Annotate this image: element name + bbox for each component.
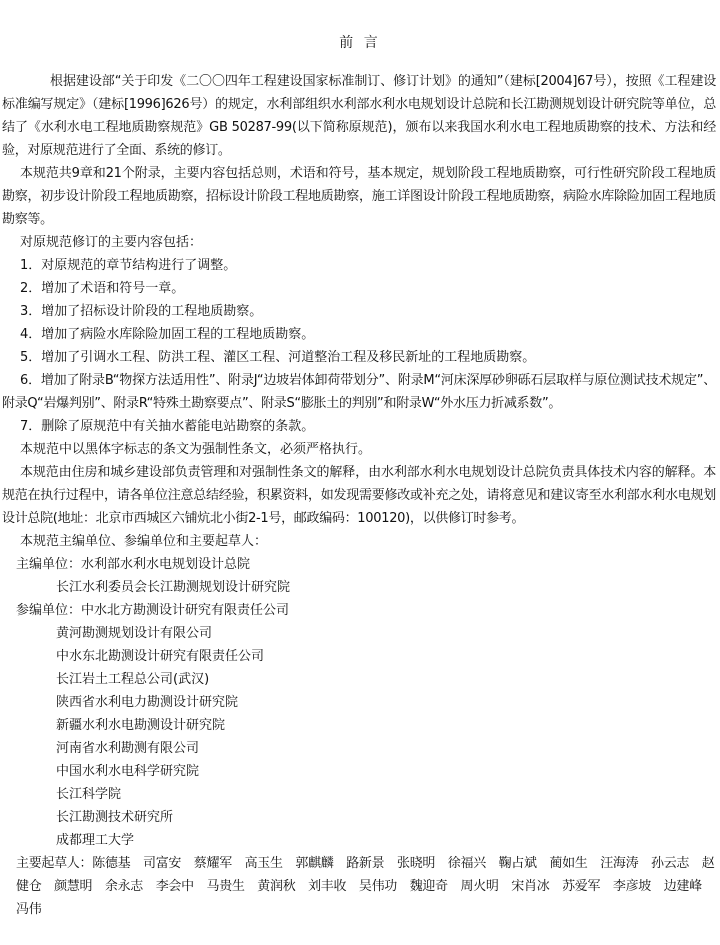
participant-unit: 成都理工大学 [56, 833, 135, 848]
revision-item: 7．删除了原规范中有关抽水蓄能电站勘察的条款。 [20, 419, 315, 434]
units-intro: 本规范主编单位、参编单位和主要起草人： [20, 534, 268, 549]
management-note: 本规范由住房和城乡建设部负责管理和对强制性条文的解释，由水利部水利水电规划设计总院负责具体技术内容的解释。本规范在执行过程中，请各单位注意总结经验，积累资料，如发现需要修改或补充之处，请将意见和建议寄至水利部水利水电规划设计总院(地址：北京市西城区六铺炕北小街2-1号，邮政编码：100120)，以供修订时参考。 [2, 465, 716, 526]
mandatory-note: 本规范中以黑体字标志的条文为强制性条文，必须严格执行。 [20, 442, 372, 457]
drafters-names: 陈德基 司富安 蔡耀军 高玉生 郭麒麟 路新景 张晓明 徐福兴 鞠占斌 蔺如生 汪海涛 孙云志 赵健仓 颜慧明 余永志 李会中 马贵生 黄润秋 刘丰收 吴伟功 魏迎奇 周火明 宋肖冰 苏爱军 李彦坡 边建峰 冯伟 [16, 856, 715, 917]
drafters-line [2, 852, 716, 921]
participant-unit: 长江岩土工程总公司(武汉) [56, 672, 210, 687]
participant-unit: 中水东北勘测设计研究有限责任公司 [56, 649, 265, 664]
revision-item: 4．增加了病险水库除险加固工程的工程地质勘察。 [20, 327, 315, 342]
participant-unit: 新疆水利水电勘测设计研究院 [56, 718, 226, 733]
contents-paragraph: 本规范共9章和21个附录，主要内容包括总则，术语和符号，基本规定，规划阶段工程地质勘察，可行性研究阶段工程地质勘察，初步设计阶段工程地质勘察，招标设计阶段工程地质勘察，施工详图设计阶段工程地质勘察，病险水库除险加固工程地质勘察等。 [2, 166, 716, 227]
revision-item: 6．增加了附录B“物探方法适用性”、附录J“边坡岩体卸荷带划分”、附录M“河床深厚砂卵砾石层取样与原位测试技术规定”、附录Q“岩爆判别”、附录R“特殊土勘察要点”、附录S“膨胀土的判别”和附录W“外水压力折减系数”。 [2, 373, 716, 411]
participant-unit: 陕西省水利电力勘测设计研究院 [56, 695, 239, 710]
document-body [2, 70, 716, 921]
participant-unit: 河南省水利勘测有限公司 [56, 741, 200, 756]
participant-unit: 长江科学院 [56, 787, 122, 802]
drafters-label: 主要起草人： [16, 856, 93, 871]
chief-editor-unit: 水利部水利水电规划设计总院 [81, 557, 251, 572]
chief-editor-line [2, 553, 716, 576]
participant-unit: 长江勘测技术研究所 [56, 810, 174, 825]
participant-unit: 中国水利水电科学研究院 [56, 764, 200, 779]
revision-item: 3．增加了招标设计阶段的工程地质勘察。 [20, 304, 263, 319]
participant-unit: 黄河勘测规划设计有限公司 [56, 626, 213, 641]
revision-item: 1．对原规范的章节结构进行了调整。 [20, 258, 237, 273]
chief-editor-label: 主编单位： [16, 557, 82, 572]
revision-item: 5．增加了引调水工程、防洪工程、灌区工程、河道整治工程及移民新址的工程地质勘察。 [20, 350, 536, 365]
revisions-intro: 对原规范修订的主要内容包括： [20, 235, 203, 250]
participant-unit: 中水北方勘测设计研究有限责任公司 [81, 603, 290, 618]
revision-item: 2．增加了术语和符号一章。 [20, 281, 185, 296]
participants-line [2, 599, 716, 622]
participants-label: 参编单位： [16, 603, 82, 618]
page-title: 前 言 [339, 35, 381, 51]
chief-editor-unit: 长江水利委员会长江勘测规划设计研究院 [56, 580, 291, 595]
intro-paragraph: 根据建设部“关于印发《二〇〇四年工程建设国家标准制订、修订计划》的通知”（建标[2004]67号），按照《工程建设标准编写规定》（建标[1996]626号）的规定，水利部组织水利部水利水电规划设计总院和长江勘测规划设计研究院等单位，总结了《水利水电工程地质勘察规范》GB 50287-99(以下简称原规范)，颁布以来我国水利水电工程地质勘察的技术、方法和经验，对原规范进行了全面、系统的修订。 [2, 74, 717, 158]
